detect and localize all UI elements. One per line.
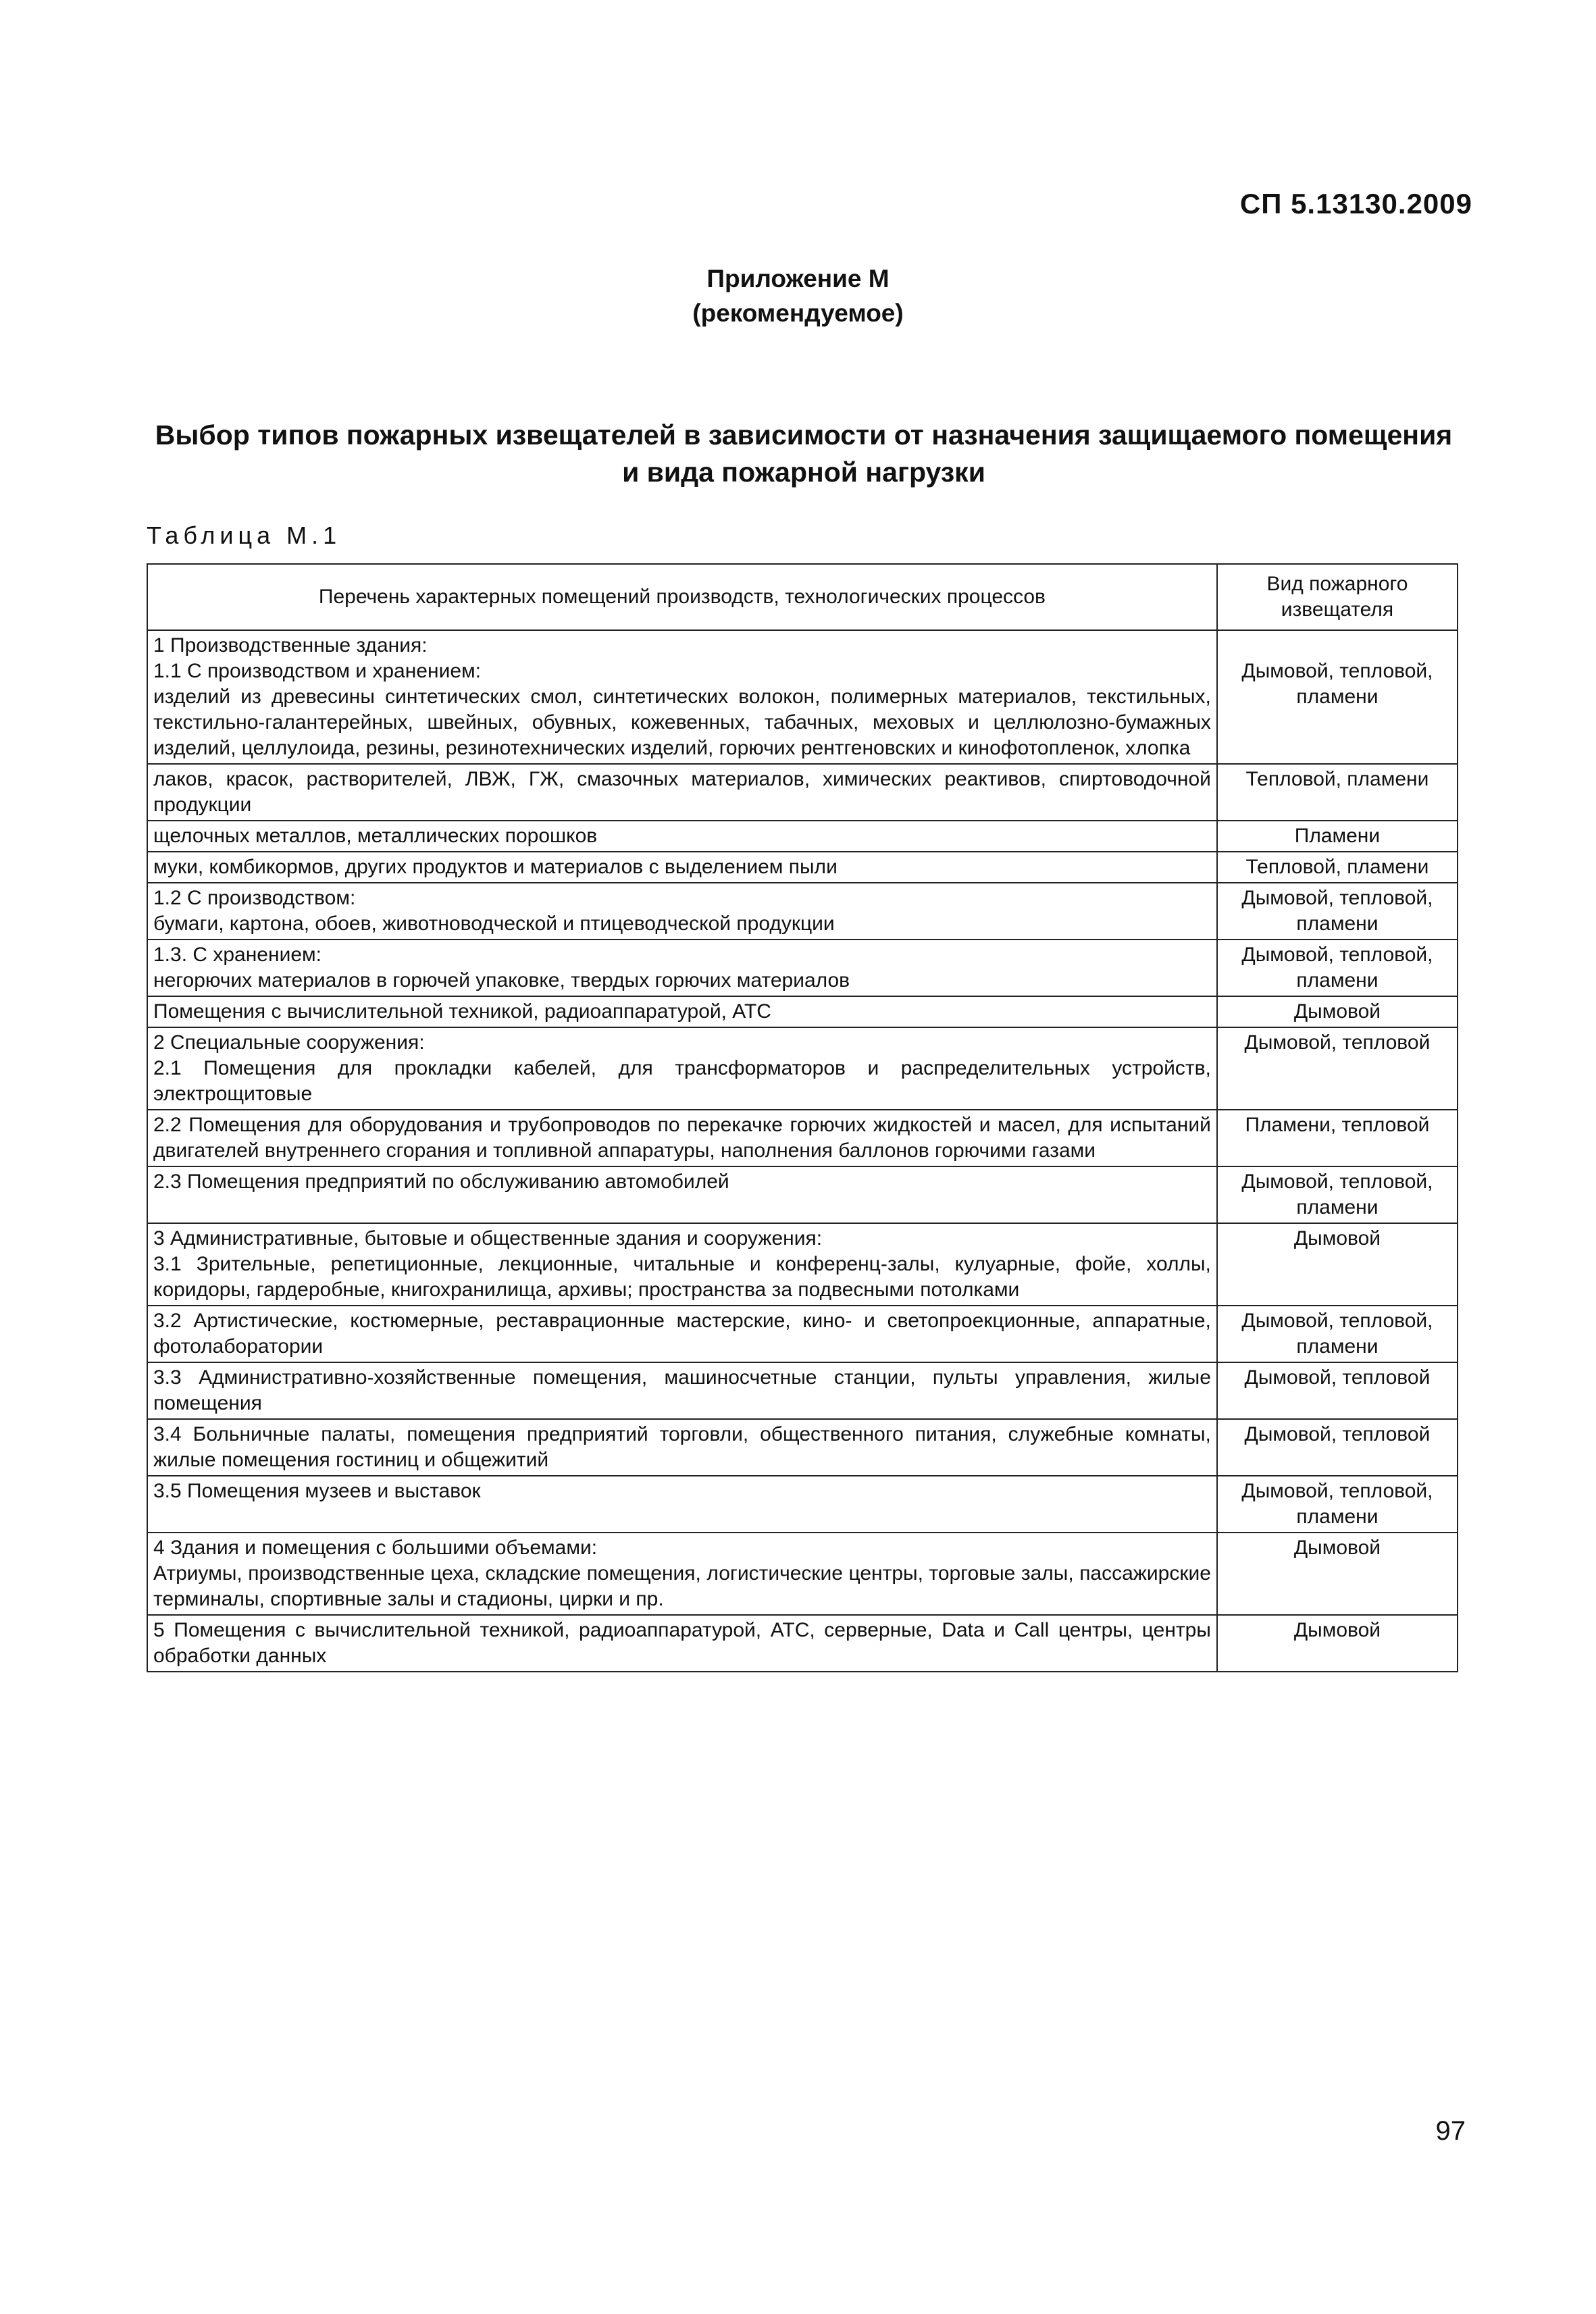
row-premises: 3 Административные, бытовые и общественные здания и сооружения: 3.1 Зрительные, репетиционные, лекционные, читальные и конференц-залы, кулуарные, фойе, холлы, коридоры, гардеробные, книгохранилища, архивы; пространства за подвесными потолками bbox=[147, 1223, 1217, 1306]
row-premises: 5 Помещения с вычислительной техникой, радиоаппаратурой, АТС, серверные, Data и Call центры, центры обработки данных bbox=[147, 1615, 1217, 1672]
row-premises: 1 Производственные здания: 1.1 С производством и хранением: изделий из древесины синтетических смол, синтетических волокон, полимерных материалов, текстильных, текстильно-галантерейных, швейных, обувных, кожевенных, табачных, меховых и целлюлозно-бумажных изделий, целлулоида, резины, резинотехнических изделий, горючих рентгеновских и кинофотопленок, хлопка bbox=[147, 630, 1217, 764]
row-detector-type: Тепловой, пламени bbox=[1217, 852, 1458, 883]
row-premises: 3.2 Артистические, костюмерные, реставрационные мастерские, кино- и светопроекционные, аппаратные, фотолаборатории bbox=[147, 1306, 1217, 1362]
table-row bbox=[147, 1306, 1458, 1362]
row-detector-type: Дымовой bbox=[1217, 996, 1458, 1027]
page-title-line-1: Выбор типов пожарных извещателей в зависимости от назначения защищаемого помещения bbox=[155, 419, 1453, 451]
row-detector-type: Пламени, тепловой bbox=[1217, 1110, 1458, 1166]
row-premises: 2.2 Помещения для оборудования и трубопроводов по перекачке горючих жидкостей и масел, для испытаний двигателей внутреннего сгорания и топливной аппаратуры, наполнения баллонов горючими газами bbox=[147, 1110, 1217, 1166]
row-detector-type: Дымовой, тепловой bbox=[1217, 1419, 1458, 1476]
row-premises: лаков, красок, растворителей, ЛВЖ, ГЖ, смазочных материалов, химических реактивов, спиртоводочной продукции bbox=[147, 764, 1217, 821]
row-premises: 3.4 Больничные палаты, помещения предприятий торговли, общественного питания, служебные комнаты, жилые помещения гостиниц и общежитий bbox=[147, 1419, 1217, 1476]
row-premises: 1.3. С хранением: негорючих материалов в горючей упаковке, твердых горючих материалов bbox=[147, 940, 1217, 996]
table-row bbox=[147, 996, 1458, 1027]
table-row bbox=[147, 1110, 1458, 1166]
row-premises: Помещения с вычислительной техникой, радиоаппаратурой, АТС bbox=[147, 996, 1217, 1027]
row-premises: 2.3 Помещения предприятий по обслуживанию автомобилей bbox=[147, 1166, 1217, 1223]
row-detector-type: Пламени bbox=[1217, 821, 1458, 852]
row-detector-type: Дымовой bbox=[1217, 1533, 1458, 1615]
row-premises: щелочных металлов, металлических порошков bbox=[147, 821, 1217, 852]
table-row bbox=[147, 821, 1458, 852]
table-row bbox=[147, 1362, 1458, 1419]
row-detector-type: Дымовой, тепловой, пламени bbox=[1217, 1166, 1458, 1223]
row-premises: 1.2 С производством: бумаги, картона, обоев, животноводческой и птицеводческой продукции bbox=[147, 883, 1217, 940]
row-detector-type: Дымовой, тепловой bbox=[1217, 1027, 1458, 1110]
page-title bbox=[142, 417, 1466, 491]
table-row bbox=[147, 764, 1458, 821]
table-row bbox=[147, 852, 1458, 883]
row-detector-type: Дымовой, тепловой, пламени bbox=[1217, 630, 1458, 764]
table-label: Таблица М.1 bbox=[147, 521, 342, 549]
row-detector-type: Тепловой, пламени bbox=[1217, 764, 1458, 821]
row-premises: муки, комбикормов, других продуктов и материалов с выделением пыли bbox=[147, 852, 1217, 883]
row-premises: 3.3 Административно-хозяйственные помещения, машиносчетные станции, пульты управления, жилые помещения bbox=[147, 1362, 1217, 1419]
page-title-line-2: и вида пожарной нагрузки bbox=[622, 457, 985, 488]
row-detector-type: Дымовой, тепловой, пламени bbox=[1217, 883, 1458, 940]
appendix-status: (рекомендуемое) bbox=[692, 299, 904, 327]
table-body bbox=[147, 630, 1458, 1672]
table-header-row bbox=[147, 564, 1458, 630]
table-row bbox=[147, 1027, 1458, 1110]
table-row bbox=[147, 1223, 1458, 1306]
row-detector-type: Дымовой, тепловой, пламени bbox=[1217, 1476, 1458, 1533]
table-row bbox=[147, 630, 1458, 764]
row-detector-type: Дымовой, тепловой, пламени bbox=[1217, 940, 1458, 996]
row-detector-type: Дымовой bbox=[1217, 1223, 1458, 1306]
row-premises: 2 Специальные сооружения: 2.1 Помещения для прокладки кабелей, для трансформаторов и распределительных устройств, электрощитовые bbox=[147, 1027, 1217, 1110]
page-number: 97 bbox=[1435, 2116, 1466, 2146]
header-premises: Перечень характерных помещений производств, технологических процессов bbox=[147, 564, 1217, 630]
row-detector-type: Дымовой, тепловой, пламени bbox=[1217, 1306, 1458, 1362]
row-detector-type: Дымовой, тепловой bbox=[1217, 1362, 1458, 1419]
row-premises: 3.5 Помещения музеев и выставок bbox=[147, 1476, 1217, 1533]
table-row bbox=[147, 1419, 1458, 1476]
table-row bbox=[147, 1615, 1458, 1672]
table-row bbox=[147, 1533, 1458, 1615]
row-premises: 4 Здания и помещения с большими объемами: Атриумы, производственные цеха, складские помещения, логистические центры, торговые залы, пассажирские терминалы, спортивные залы и стадионы, цирки и пр. bbox=[147, 1533, 1217, 1615]
table-row bbox=[147, 883, 1458, 940]
row-detector-type: Дымовой bbox=[1217, 1615, 1458, 1672]
table-row bbox=[147, 1166, 1458, 1223]
detector-selection-table bbox=[147, 563, 1458, 1672]
table-row bbox=[147, 940, 1458, 996]
header-detector-type: Вид пожарного извещателя bbox=[1217, 564, 1458, 630]
appendix-title: Приложение М bbox=[706, 265, 890, 292]
document-code: СП 5.13130.2009 bbox=[1239, 188, 1472, 220]
table-row bbox=[147, 1476, 1458, 1533]
